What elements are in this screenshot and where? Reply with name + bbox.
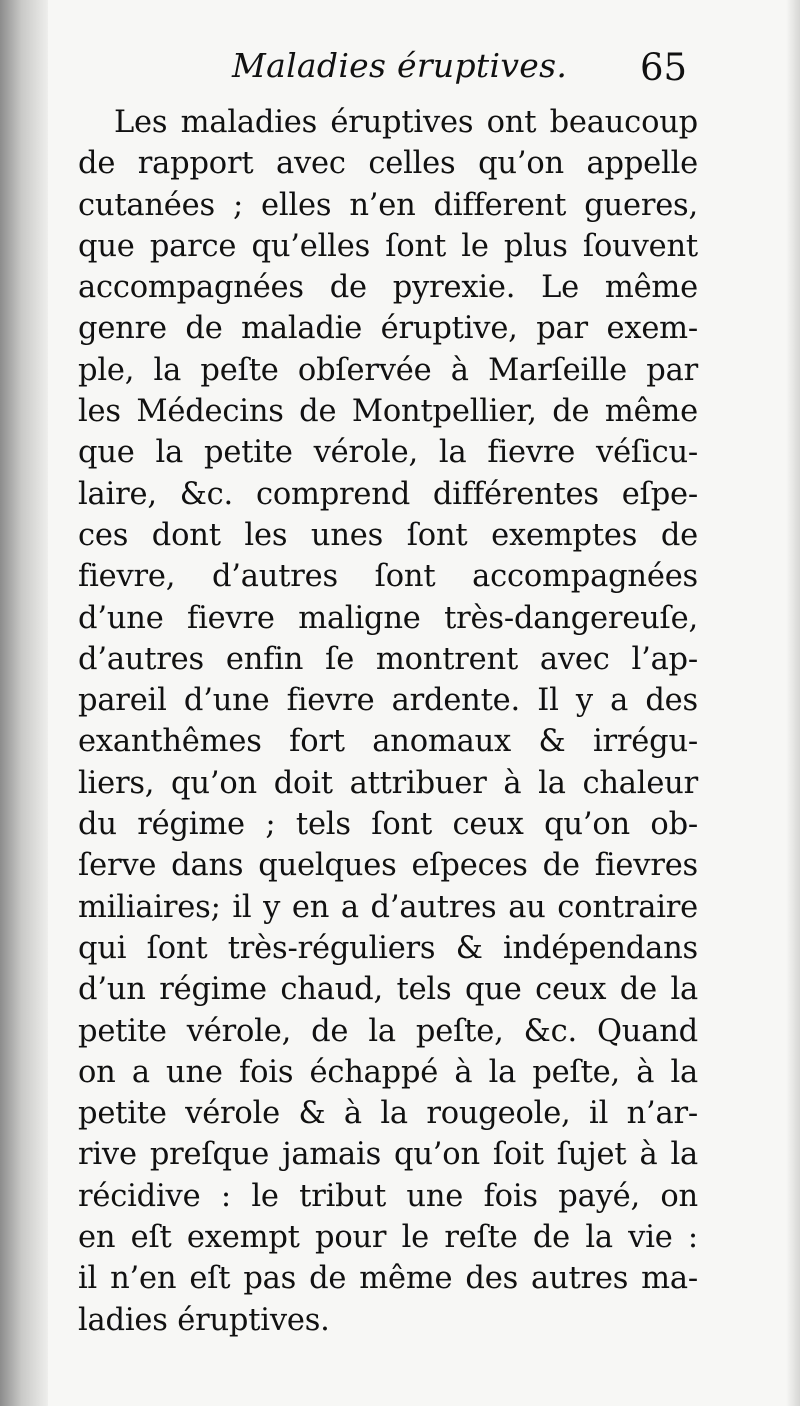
body-paragraph: [78, 102, 698, 1341]
text-line: du régime ; tels ſont ceux qu’on ob-: [78, 807, 698, 843]
text-line: cutanées ; elles n’en different gueres,: [78, 187, 698, 223]
text-line: d’une fievre maligne très-dangereuſe,: [78, 600, 698, 636]
text-line: Les maladies éruptives ont beaucoup: [114, 105, 698, 140]
text-line: genre de maladie éruptive, par exem-: [78, 311, 698, 347]
text-line: les Médecins de Montpellier, de même: [78, 394, 698, 430]
page-header: [0, 46, 800, 96]
page-gutter-shadow: [0, 0, 48, 1406]
text-line: rive preſque jamais qu’on ſoit ſujet à la: [78, 1137, 698, 1173]
text-line: fievre, d’autres ſont accompagnées: [78, 559, 698, 595]
text-line: accompagnées de pyrexie. Le même: [78, 270, 698, 306]
text-line: on a une fois échappé à la peſte, à la: [78, 1054, 698, 1090]
text-line: ces dont les unes ſont exemptes de: [78, 517, 698, 553]
text-line: qui ſont très-réguliers & indépendans: [78, 930, 698, 966]
text-line: que parce qu’elles ſont le plus ſouvent: [78, 228, 698, 264]
text-line: exanthêmes fort anomaux & irrégu-: [78, 724, 698, 760]
text-line: que la petite vérole, la fievre véſicu-: [78, 435, 698, 471]
text-line: liers, qu’on doit attribuer à la chaleur: [78, 765, 698, 801]
running-head: Maladies éruptives.: [232, 46, 568, 85]
text-line: d’autres enfin ſe montrent avec l’ap-: [78, 641, 698, 677]
text-line: laire, &c. comprend différentes eſpe-: [78, 476, 698, 512]
text-line: ladies éruptives.: [78, 1302, 330, 1338]
text-line: en eſt exempt pour le reſte de la vie :: [78, 1220, 698, 1256]
text-line: récidive : le tribut une fois payé, on: [78, 1178, 698, 1214]
text-line: miliaires; il y en a d’autres au contraire: [78, 889, 698, 925]
text-line: petite vérole, de la peſte, &c. Quand: [78, 1013, 698, 1049]
page-edge-shadow: [786, 0, 800, 1406]
text-line: ſerve dans quelques eſpeces de fievres: [78, 848, 698, 884]
text-line: d’un régime chaud, tels que ceux de la: [78, 972, 698, 1008]
text-line: pareil d’une fievre ardente. Il y a des: [78, 683, 698, 719]
page-number: 65: [640, 46, 688, 89]
text-line: il n’en eſt pas de même des autres ma-: [78, 1261, 698, 1297]
text-line: de rapport avec celles qu’on appelle: [78, 146, 698, 182]
text-line: petite vérole & à la rougeole, il n’ar-: [78, 1096, 698, 1132]
text-line: ple, la peſte obſervée à Marſeille par: [78, 352, 698, 388]
